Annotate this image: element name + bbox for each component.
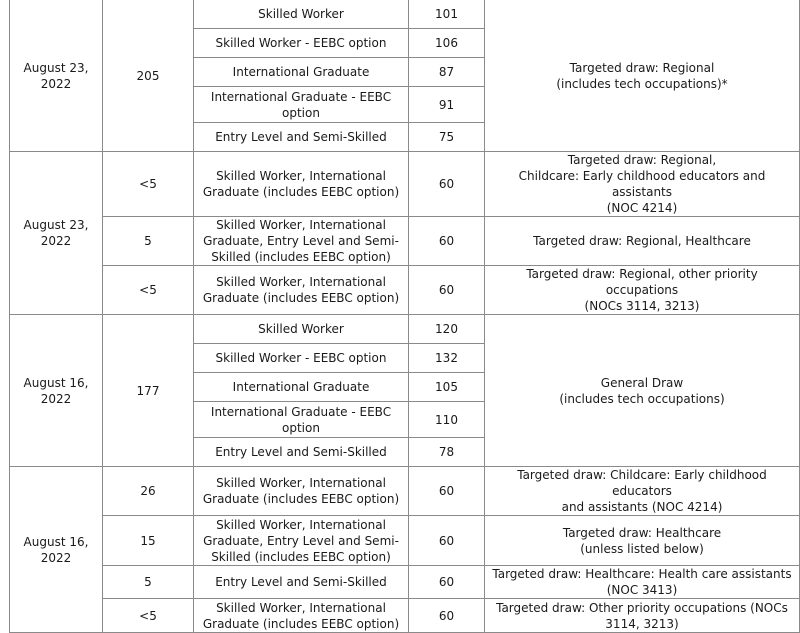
invitations-cell: <5 (103, 266, 194, 315)
stream-cell: International Graduate - EEBC option (194, 402, 409, 438)
notes-cell: Targeted draw: Other priority occupations (NOCs 3114, 3213) (485, 599, 800, 633)
table-row (10, 516, 800, 566)
stream-cell: Skilled Worker, International Graduate (includes EEBC option) (194, 467, 409, 516)
score-cell: 106 (409, 29, 485, 58)
stream-cell: Skilled Worker - EEBC option (194, 29, 409, 58)
stream-cell: Skilled Worker (194, 315, 409, 344)
score-cell: 60 (409, 599, 485, 633)
invitations-cell: 5 (103, 566, 194, 599)
stream-cell: Skilled Worker, International Graduate (includes EEBC option) (194, 152, 409, 217)
table-row (10, 266, 800, 315)
draw-date: August 23, 2022 (23, 60, 89, 91)
score-cell: 60 (409, 152, 485, 217)
notes-cell: Targeted draw: Regional, Healthcare (485, 217, 800, 266)
table-row (10, 315, 800, 344)
score-cell: 105 (409, 373, 485, 402)
draw-date: August 16, 2022 (23, 375, 89, 406)
score-cell: 60 (409, 566, 485, 599)
score-cell: 75 (409, 123, 485, 152)
score-cell: 101 (409, 0, 485, 29)
stream-cell: Skilled Worker, International Graduate, Entry Level and Semi-Skilled (includes EEBC option) (194, 516, 409, 566)
score-cell: 110 (409, 402, 485, 438)
table-row (10, 467, 800, 516)
invitations-cell: 5 (103, 217, 194, 266)
stream-cell: International Graduate (194, 58, 409, 87)
notes-cell: Targeted draw: Healthcare (unless listed below) (485, 516, 800, 566)
stream-cell: Skilled Worker (194, 0, 409, 29)
stream-cell: Skilled Worker, International Graduate (includes EEBC option) (194, 266, 409, 315)
stream-cell: Entry Level and Semi-Skilled (194, 566, 409, 599)
stream-cell: Skilled Worker - EEBC option (194, 344, 409, 373)
draw-date: August 16, 2022 (23, 534, 89, 565)
stream-cell: Skilled Worker, International Graduate, Entry Level and Semi-Skilled (includes EEBC option) (194, 217, 409, 266)
score-cell: 91 (409, 87, 485, 123)
notes-cell: Targeted draw: Regional, Childcare: Early childhood educators and assistants (NOC 4214) (485, 152, 800, 217)
table-row (10, 152, 800, 217)
notes-cell: General Draw (includes tech occupations) (485, 315, 800, 467)
draw-results-table (9, 0, 800, 633)
score-cell: 60 (409, 266, 485, 315)
score-cell: 132 (409, 344, 485, 373)
stream-cell: Entry Level and Semi-Skilled (194, 438, 409, 467)
draw-results-table-wrapper (9, 0, 800, 633)
draw-date: August 23, 2022 (23, 218, 89, 248)
score-cell: 120 (409, 315, 485, 344)
table-row (10, 566, 800, 599)
table-row (10, 0, 800, 29)
score-cell: 60 (409, 467, 485, 516)
notes-cell: Targeted draw: Regional, other priority occupations (NOCs 3114, 3213) (485, 266, 800, 315)
draw-date-cell (10, 315, 103, 467)
notes-cell: Targeted draw: Regional (includes tech occupations)* (485, 0, 800, 152)
stream-cell: International Graduate (194, 373, 409, 402)
score-cell: 60 (409, 516, 485, 566)
score-cell: 87 (409, 58, 485, 87)
notes-cell: Targeted draw: Healthcare: Health care assistants (NOC 3413) (485, 566, 800, 599)
draw-date-cell (10, 0, 103, 152)
invitations-cell: <5 (103, 599, 194, 633)
notes-cell: Targeted draw: Childcare: Early childhood educators and assistants (NOC 4214) (485, 467, 800, 516)
score-cell: 78 (409, 438, 485, 467)
invitations-cell: 26 (103, 467, 194, 516)
invitations-cell: 15 (103, 516, 194, 566)
stream-cell: Skilled Worker, International Graduate (includes EEBC option) (194, 599, 409, 633)
stream-cell: International Graduate - EEBC option (194, 87, 409, 123)
draw-date-cell (10, 467, 103, 633)
draw-date-cell (10, 152, 103, 315)
invitations-cell: 205 (103, 0, 194, 152)
score-cell: 60 (409, 217, 485, 266)
table-row (10, 599, 800, 633)
table-row (10, 217, 800, 266)
invitations-cell: 177 (103, 315, 194, 467)
stream-cell: Entry Level and Semi-Skilled (194, 123, 409, 152)
invitations-cell: <5 (103, 152, 194, 217)
